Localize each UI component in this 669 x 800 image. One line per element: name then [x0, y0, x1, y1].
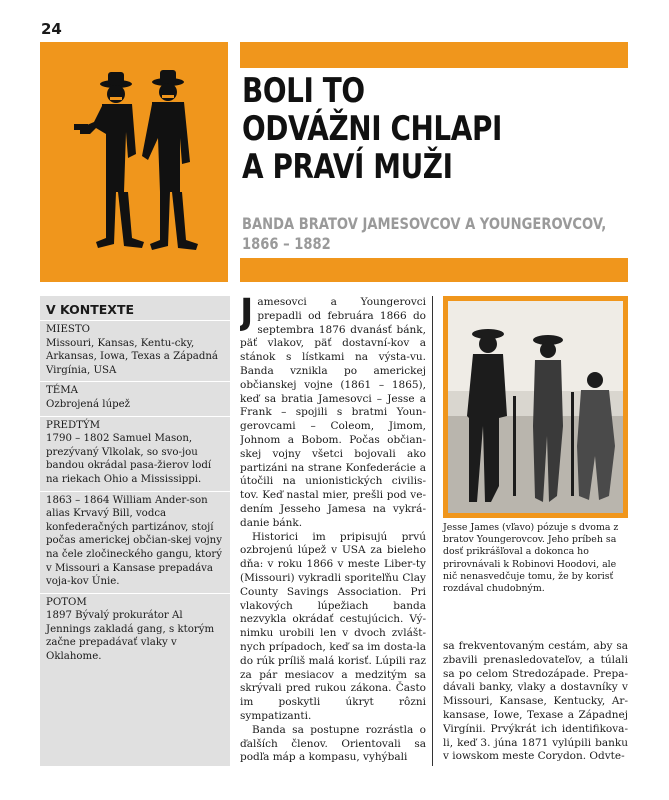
predtym-label: PREDTÝM — [46, 419, 101, 431]
outlaws-silhouette-icon — [40, 42, 228, 282]
potom-label: POTOM — [46, 596, 87, 608]
section-predtym — [40, 417, 230, 492]
subtitle-line-2: 1866 – 1882 — [242, 234, 331, 253]
section-potom — [40, 594, 230, 668]
title-line-2: ODVÁŽNI CHLAPI — [242, 109, 502, 149]
article-paragraph-1 — [240, 296, 426, 531]
article-paragraph-4: sa frekventovaným cestám, aby sa zbavili prenasledovateľov, a túlali sa po celom Stredozápade. Prepa-dávali banky, vlaky a dostavníky v Missouri, Kansase, Kentucky, Ar-kansase, Iowe, Texase a Západnej Virgínii. Prvýkrát ich identifikova-li, keď 3. júna 1871 vylúpili banku v iowskom meste Corydon. Odvte- — [443, 640, 628, 763]
drop-cap: J — [240, 296, 254, 333]
title-bar-bottom — [240, 258, 628, 282]
miesto-text: Missouri, Kansas, Kentu-cky, Arkansas, Iowa, Texas a Západná Virgínia, USA — [46, 337, 219, 376]
outlaws-illustration — [40, 42, 228, 282]
photo-image — [443, 296, 628, 518]
article-column-2 — [443, 640, 628, 766]
column-divider — [432, 296, 433, 766]
article-paragraph-2: Historici im pripisujú prvú ozbrojenú lúpež v USA za bieleho dňa: v roku 1866 v meste Liber-ty (Missouri) vykradli sporiteľňu Clay County Savings Association. Pri vlakových lúpežiach banda nezvykla okrádať cestujúcich. Vý-nimku urobili len v dvoch zvlášt-nych prípadoch, keď sa im dosta-la do rúk príliš malá korisť. Lúpili raz za pár mesiacov a medzitým sa skrývali pred rukou zákona. Často im poskytli úkryt rôzni sympatizanti. — [240, 530, 426, 722]
article-paragraph-3: Banda sa postupne rozrástla o ďalších členov. Orientovali sa podľa máp a kompasu, vyhýbali — [240, 723, 426, 762]
article-subtitle — [242, 214, 627, 254]
miesto-label: MIESTO — [46, 324, 91, 335]
outlaw-photo — [443, 296, 628, 518]
title-line-1: BOLI TO — [242, 71, 365, 111]
section-tema — [40, 382, 230, 416]
sidebar-title: V KONTEXTE — [40, 296, 230, 321]
section-predtym-2 — [40, 492, 230, 594]
article-title — [242, 72, 562, 186]
section-miesto — [40, 321, 230, 382]
subtitle-line-1: BANDA BRATOV JAMESOVCOV A YOUNGEROVCOV, — [242, 214, 607, 233]
predtym-item-2: 1863 – 1864 William Ander-son alias Krvavý Bill, vodca konfederačných partizánov, stojí počas americkej občian-skej vojny na čele zločineckého gangu, ktorý v Missouri a Kansase prepadáva voja-kov Únie. — [46, 494, 223, 588]
predtym-item-1: 1790 – 1802 Samuel Mason, prezývaný Vlkolak, so svo-jou bandou okrádal pasa-žierov lodí na riekach Ohio a Mississippi. — [46, 433, 212, 485]
potom-text: 1897 Bývalý prokurátor Al Jennings zakladá gang, s ktorým začne prepadávať vlaky v Oklahome. — [46, 610, 215, 663]
tema-text: Ozbrojená lúpež — [46, 398, 131, 410]
article-column-1 — [240, 296, 426, 762]
photo-caption: Jesse James (vľavo) pózuje s dvoma z bratov Youngerovcov. Jeho príbeh sa dosť prikrášľoval a dokonca ho prirovnávali k Robinovi Hoodovi, ale nič nenasvedčuje tomu, že by korisť rozdával chudobným. — [443, 522, 619, 595]
title-line-3: A PRAVÍ MUŽI — [242, 147, 453, 187]
paragraph-1-text: amesovci a Youngerovci prepadli od februára 1866 do septembra 1876 dvanásť bánk, päť vlakov, päť dostavní-kov a stánok s lístkami na výsta-vu. Banda vznikla po americkej občianskej vojne (1861 – 1865), keď sa bratia Jamesovci – Jesse a Frank – spojili s bratmi Youn-gerovcami – Coleom, Jimom, Johnom a Bobom. Počas občian-skej vojny všetci bojovali ako partizáni na strane Konfederácie a útočili na unionistických civilis-tov. Keď nastal mier, prešli pod ve-dením Jesseho Jamesa na vykrá-danie bánk. — [240, 296, 426, 529]
context-sidebar — [40, 296, 230, 766]
title-bar-top — [240, 42, 628, 68]
page-number: 24 — [41, 20, 62, 38]
tema-label: TÉMA — [46, 385, 79, 397]
